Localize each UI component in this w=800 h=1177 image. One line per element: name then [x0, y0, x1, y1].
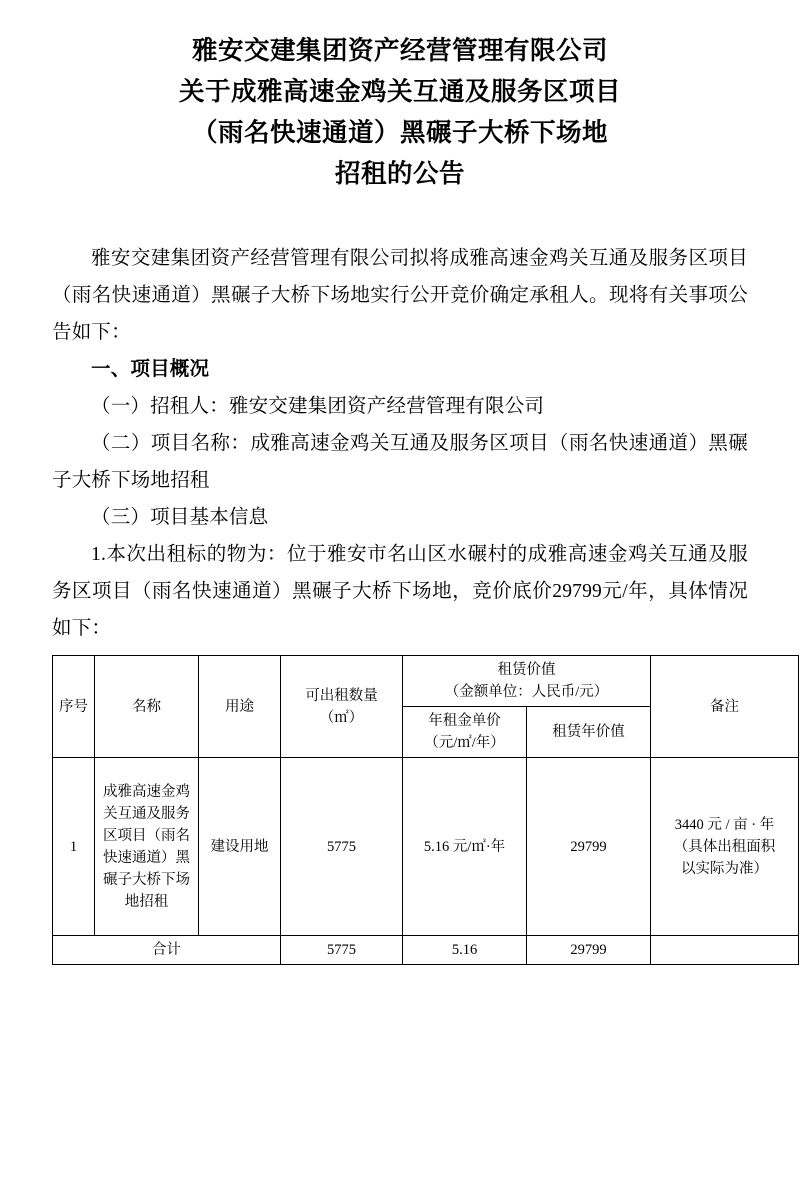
cell-quantity: 5775	[281, 758, 403, 936]
item-basic-info: （三）项目基本信息	[91, 507, 269, 528]
table-row	[53, 758, 799, 936]
rent-info-table	[52, 655, 799, 965]
item-project-name: （二）项目名称：成雅高速金鸡关互通及服务区项目（雨名快速通道）黑碾子大桥下场地招租	[52, 433, 748, 491]
intro-paragraph: 雅安交建集团资产经营管理有限公司拟将成雅高速金鸡关互通及服务区项目（雨名快速通道）黑碾子大桥下场地实行公开竞价确定承租人。现将有关事项公告如下：	[52, 248, 748, 343]
page-title	[52, 30, 748, 194]
header-quantity	[281, 656, 403, 758]
header-name: 名称	[95, 656, 199, 758]
header-unit-price	[403, 707, 527, 758]
cell-annual-value: 29799	[527, 758, 651, 936]
cell-no: 1	[53, 758, 95, 936]
header-quantity-line2: （㎡）	[319, 709, 364, 726]
item-subject-detail: 1.本次出租标的物为：位于雅安市名山区水碾村的成雅高速金鸡关互通及服务区项目（雨名快速通道）黑碾子大桥下场地，竞价底价29799元/年，具体情况如下：	[52, 544, 748, 639]
total-remark	[651, 936, 799, 965]
total-annual-value: 29799	[527, 936, 651, 965]
table-total-row	[53, 936, 799, 965]
header-use: 用途	[199, 656, 281, 758]
title-line-3: （雨名快速通道）黑碾子大桥下场地	[191, 118, 608, 147]
header-price-group-line2: （金额单位：人民币/元）	[444, 684, 609, 700]
header-price-group-line1: 租赁价值	[497, 662, 556, 678]
title-line-2: 关于成雅高速金鸡关互通及服务区项目	[178, 77, 621, 106]
title-line-1: 雅安交建集团资产经营管理有限公司	[191, 36, 608, 65]
cell-remark-line3: 以实际为准）	[681, 860, 768, 877]
cell-remark-line1: 3440 元 / 亩 · 年	[674, 816, 775, 833]
header-price-group	[403, 656, 651, 707]
cell-unit-price: 5.16 元/㎡·年	[403, 758, 527, 936]
header-unit-price-line1: 年租金单价	[428, 713, 501, 729]
total-quantity: 5775	[281, 936, 403, 965]
header-quantity-line1: 可出租数量	[305, 687, 378, 704]
header-no: 序号	[53, 656, 95, 758]
item-lessor: （一）招租人：雅安交建集团资产经营管理有限公司	[91, 396, 545, 417]
header-remark: 备注	[651, 656, 799, 758]
total-unit-price: 5.16	[403, 936, 527, 965]
cell-name: 成雅高速金鸡关互通及服务区项目（雨名快速通道）黑碾子大桥下场地招租	[95, 758, 199, 936]
header-unit-price-line2: （元/㎡/年）	[424, 735, 505, 751]
section-heading-one: 一、项目概况	[91, 359, 210, 380]
header-annual-value: 租赁年价值	[527, 707, 651, 758]
table-header-row-1	[53, 656, 799, 707]
total-label: 合计	[53, 936, 281, 965]
title-line-4: 招租的公告	[334, 159, 465, 188]
cell-use: 建设用地	[199, 758, 281, 936]
cell-remark-line2: （具体出租面积	[673, 838, 776, 855]
document-body	[52, 240, 748, 647]
cell-remark	[651, 758, 799, 936]
